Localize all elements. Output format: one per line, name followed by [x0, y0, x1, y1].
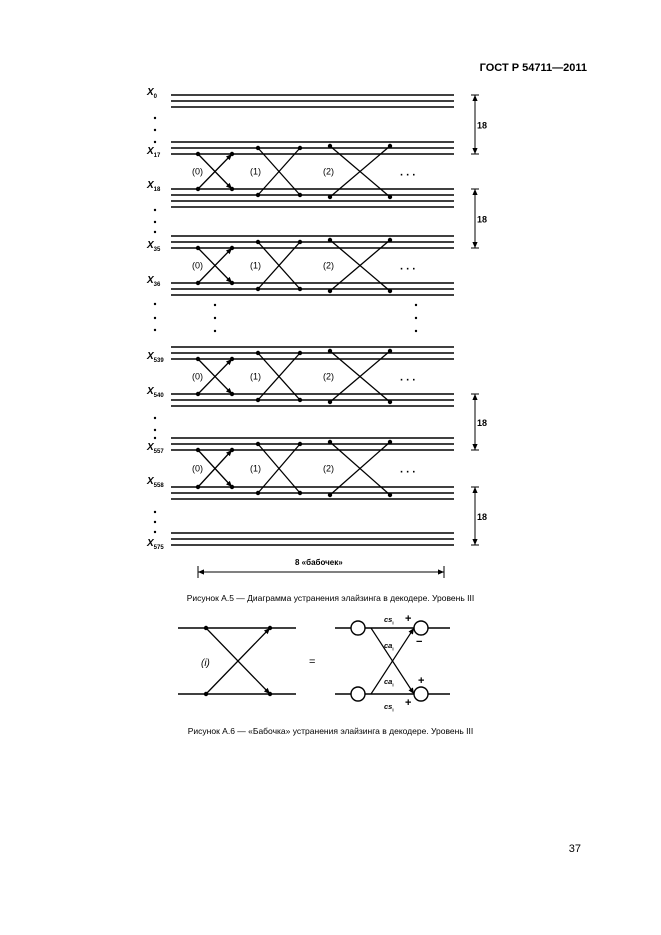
node-dot [328, 493, 332, 497]
butterfly-stage-label: (2) [323, 260, 334, 271]
butterfly-stage-label: (1) [250, 463, 261, 474]
node-dot [204, 692, 208, 696]
node-dot [298, 351, 302, 355]
continuation-dots: . . . [400, 371, 416, 384]
sign-label: + [405, 697, 412, 709]
standard-code-header: ГОСТ Р 54711—2011 [479, 62, 587, 74]
coefficient-label: $ca_i$ [384, 677, 394, 688]
group-size-label: 18 [477, 214, 488, 225]
bracket-arrow-head [472, 487, 477, 493]
span-arrow-head [438, 569, 444, 574]
butterfly-index-label: (i) [201, 658, 210, 669]
ellipsis-dot [154, 417, 156, 419]
multiplier-node [351, 687, 365, 701]
node-dot [298, 193, 302, 197]
ellipsis-dot [154, 521, 156, 523]
node-dot [196, 187, 200, 191]
node-dot [328, 238, 332, 242]
coefficient-label: $cs_i$ [384, 615, 394, 626]
figure-a5-caption: Рисунок А.5 — Диаграмма устранения элайзинга в декодере. Уровень III [186, 593, 475, 603]
node-dot [256, 351, 260, 355]
ellipsis-dot [214, 330, 216, 332]
ellipsis-dot [154, 437, 156, 439]
node-dot [388, 195, 392, 199]
input-sample-label: $X_{539}$ [147, 351, 164, 364]
ellipsis-dot [154, 117, 156, 119]
butterfly-stage-label: (1) [250, 166, 261, 177]
equals-sign: = [309, 656, 316, 668]
butterfly-stage-label: (1) [250, 260, 261, 271]
ellipsis-dot [154, 511, 156, 513]
group-size-label: 18 [477, 418, 488, 428]
ellipsis-dot [214, 304, 216, 306]
continuation-dots: . . . [400, 166, 416, 179]
page-number: 37 [568, 843, 581, 855]
butterfly-count-label: 8 «бабочек» [295, 558, 343, 567]
node-dot [298, 146, 302, 150]
node-dot [256, 398, 260, 402]
bracket-arrow-head [472, 148, 477, 154]
butterfly-stage-label: (0) [192, 463, 203, 474]
ellipsis-dot [154, 303, 156, 305]
node-dot [388, 493, 392, 497]
node-dot [196, 357, 200, 361]
butterfly-stage-label: (0) [192, 166, 203, 177]
node-dot [298, 442, 302, 446]
node-dot [298, 491, 302, 495]
node-dot [196, 485, 200, 489]
node-dot [196, 246, 200, 250]
input-sample-label: $X_0$ [147, 87, 158, 100]
ellipsis-dot [154, 531, 156, 533]
node-dot [298, 287, 302, 291]
input-sample-label: $X_{35}$ [147, 240, 161, 253]
input-sample-label: $X_{575}$ [147, 538, 164, 551]
node-dot [256, 442, 260, 446]
bracket-arrow-head [472, 242, 477, 248]
butterfly-stage-label: (2) [323, 371, 334, 382]
node-dot [328, 289, 332, 293]
node-dot [328, 195, 332, 199]
input-sample-label: $X_{36}$ [147, 275, 161, 288]
node-dot [328, 400, 332, 404]
node-dot [256, 240, 260, 244]
ellipsis-dot [154, 231, 156, 233]
butterfly-stage-label: (2) [323, 463, 334, 474]
node-dot [196, 152, 200, 156]
sign-label: − [416, 636, 423, 648]
ellipsis-dot [154, 141, 156, 143]
node-dot [298, 240, 302, 244]
node-dot [196, 392, 200, 396]
node-dot [388, 440, 392, 444]
node-dot [256, 287, 260, 291]
node-dot [204, 626, 208, 630]
node-dot [328, 144, 332, 148]
group-size-label: 18 [477, 512, 488, 522]
bracket-arrow-head [472, 444, 477, 450]
node-dot [328, 440, 332, 444]
node-dot [256, 491, 260, 495]
cross-path-arrow-head [409, 688, 414, 694]
coefficient-label: $cs_i$ [384, 702, 394, 713]
sign-label: + [405, 613, 412, 625]
span-arrow-head [198, 569, 204, 574]
node-dot [196, 281, 200, 285]
node-dot [256, 146, 260, 150]
node-dot [196, 448, 200, 452]
adder-node [414, 687, 428, 701]
ellipsis-dot [154, 209, 156, 211]
input-sample-label: $X_{540}$ [147, 386, 164, 399]
node-dot [298, 398, 302, 402]
node-dot [388, 144, 392, 148]
multiplier-node [351, 621, 365, 635]
butterfly-stage-label: (2) [323, 166, 334, 177]
coefficient-label: $ca_i$ [384, 641, 394, 652]
node-dot [256, 193, 260, 197]
cross-path-arrow-head [409, 628, 414, 634]
bracket-arrow-head [472, 95, 477, 101]
ellipsis-dot [415, 330, 417, 332]
ellipsis-dot [415, 317, 417, 319]
node-dot [388, 349, 392, 353]
butterfly-stage-label: (0) [192, 260, 203, 271]
bracket-arrow-head [472, 189, 477, 195]
diagram-lines [154, 95, 479, 701]
sign-label: + [418, 675, 425, 687]
adder-node [414, 621, 428, 635]
node-dot [388, 238, 392, 242]
node-dot [388, 400, 392, 404]
ellipsis-dot [154, 317, 156, 319]
butterfly-stage-label: (1) [250, 371, 261, 382]
node-dot [388, 289, 392, 293]
bracket-arrow-head [472, 539, 477, 545]
continuation-dots: . . . [400, 260, 416, 273]
ellipsis-dot [214, 317, 216, 319]
ellipsis-dot [154, 329, 156, 331]
input-sample-label: $X_{558}$ [147, 476, 164, 489]
ellipsis-dot [154, 221, 156, 223]
ellipsis-dot [154, 429, 156, 431]
group-size-label: 18 [477, 120, 488, 131]
continuation-dots: . . . [400, 463, 416, 476]
input-sample-label: $X_{18}$ [147, 180, 161, 193]
input-sample-label: $X_{557}$ [147, 442, 164, 455]
figure-a6-caption: Рисунок А.6 — «Бабочка» устранения элайзинга в декодере. Уровень III [187, 726, 474, 736]
node-dot [328, 349, 332, 353]
ellipsis-dot [415, 304, 417, 306]
input-sample-label: $X_{17}$ [147, 146, 161, 159]
bracket-arrow-head [472, 394, 477, 400]
butterfly-stage-label: (0) [192, 371, 203, 382]
ellipsis-dot [154, 129, 156, 131]
